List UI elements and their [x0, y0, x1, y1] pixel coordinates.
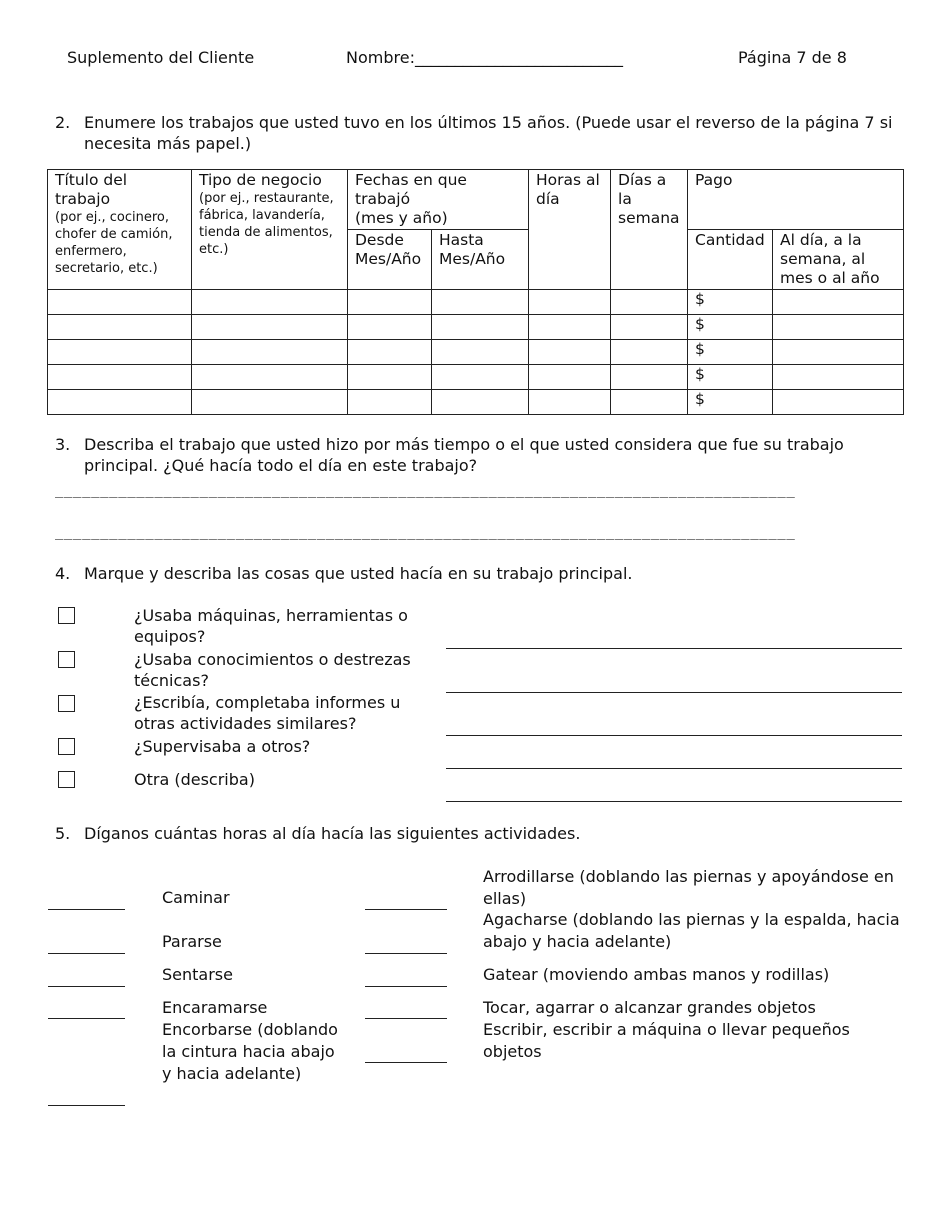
cell-days[interactable]: [611, 340, 688, 365]
cell-business-type[interactable]: [192, 390, 348, 415]
q4-item-other: Otra (describa): [134, 770, 255, 789]
cell-pay-period[interactable]: [773, 315, 904, 340]
cell-from[interactable]: [348, 340, 432, 365]
cell-job-title[interactable]: [48, 390, 192, 415]
hours-blank-kneel[interactable]: [365, 909, 447, 910]
activity-walk: Caminar: [162, 888, 230, 907]
col-job-title: Título del trabajo (por ej., cocinero, chofer de camión, enfermero, secretario, etc.): [48, 170, 192, 290]
q3-text: Describa el trabajo que usted hizo por más tiempo o el que usted considera que fue su trabajo principal. ¿Qué hacía todo el día en este trabajo?: [84, 435, 844, 475]
cell-hours[interactable]: [529, 390, 611, 415]
col-pay: Pago: [688, 170, 904, 230]
q4-number: 4.: [55, 564, 71, 583]
q4-answer-line-5[interactable]: [446, 801, 902, 802]
col-dates: Fechas en que trabajó (mes y año): [348, 170, 529, 230]
cell-pay-period[interactable]: [773, 340, 904, 365]
cell-from[interactable]: [348, 290, 432, 315]
col-amount: Cantidad: [688, 230, 773, 290]
cell-amount[interactable]: $: [688, 340, 773, 365]
jobs-table: [47, 169, 904, 415]
cell-job-title[interactable]: [48, 365, 192, 390]
checkbox-supervise[interactable]: [58, 738, 75, 755]
activity-stand: Pararse: [162, 932, 222, 951]
cell-hours[interactable]: [529, 315, 611, 340]
cell-days[interactable]: [611, 390, 688, 415]
table-row: [48, 365, 904, 390]
cell-from[interactable]: [348, 390, 432, 415]
activity-crouch: Agacharse (doblando las piernas y la espalda, hacia abajo y hacia adelante): [483, 910, 900, 951]
cell-pay-period[interactable]: [773, 290, 904, 315]
q5-text: Díganos cuántas horas al día hacía las siguientes actividades.: [84, 824, 581, 843]
q3-answer-line-1[interactable]: __________________________________________________________________________________: [55, 482, 796, 498]
q5-number: 5.: [55, 824, 71, 843]
hours-blank-bend[interactable]: [48, 1105, 125, 1106]
col-pay-period: Al día, a la semana, al mes o al año: [773, 230, 904, 290]
table-row: [48, 390, 904, 415]
col-days: Días a la semana: [611, 170, 688, 290]
q2-text: Enumere los trabajos que usted tuvo en los últimos 15 años. (Puede usar el reverso de la página 7 si necesita más papel.): [84, 113, 893, 153]
cell-days[interactable]: [611, 365, 688, 390]
cell-job-title[interactable]: [48, 340, 192, 365]
hours-blank-crawl[interactable]: [365, 986, 447, 987]
hours-blank-crouch[interactable]: [365, 953, 447, 954]
cell-days[interactable]: [611, 290, 688, 315]
cell-business-type[interactable]: [192, 290, 348, 315]
cell-pay-period[interactable]: [773, 365, 904, 390]
activity-kneel: Arrodillarse (doblando las piernas y apoyándose en ellas): [483, 867, 894, 908]
cell-from[interactable]: [348, 365, 432, 390]
hours-blank-walk[interactable]: [48, 909, 125, 910]
cell-business-type[interactable]: [192, 340, 348, 365]
cell-to[interactable]: [432, 390, 529, 415]
activity-write: Escribir, escribir a máquina o llevar pequeños objetos: [483, 1020, 850, 1061]
q4-answer-line-2[interactable]: [446, 692, 902, 693]
q4-answer-line-4[interactable]: [446, 768, 902, 769]
activity-crawl: Gatear (moviendo ambas manos y rodillas): [483, 965, 830, 984]
cell-amount[interactable]: $: [688, 290, 773, 315]
cell-to[interactable]: [432, 315, 529, 340]
q4-item-technical: ¿Usaba conocimientos o destrezas técnicas?: [134, 650, 411, 690]
name-field[interactable]: Nombre:__________________________: [346, 48, 623, 67]
q4-answer-line-1[interactable]: [446, 648, 902, 649]
hours-blank-stand[interactable]: [48, 953, 125, 954]
cell-amount[interactable]: $: [688, 315, 773, 340]
table-row: [48, 290, 904, 315]
activity-sit: Sentarse: [162, 965, 233, 984]
activity-climb: Encaramarse: [162, 998, 268, 1017]
q3-answer-line-2[interactable]: __________________________________________________________________________________: [55, 524, 796, 540]
q4-item-reports: ¿Escribía, completaba informes u otras actividades similares?: [134, 693, 401, 733]
cell-hours[interactable]: [529, 290, 611, 315]
cell-pay-period[interactable]: [773, 390, 904, 415]
cell-amount[interactable]: $: [688, 365, 773, 390]
col-from: Desde Mes/Año: [348, 230, 432, 290]
table-row: [48, 315, 904, 340]
hours-blank-climb[interactable]: [48, 1018, 125, 1019]
activity-reach: Tocar, agarrar o alcanzar grandes objetos: [483, 998, 816, 1017]
cell-business-type[interactable]: [192, 315, 348, 340]
activity-bend: Encorbarse (doblando la cintura hacia abajo y hacia adelante): [162, 1020, 338, 1083]
cell-from[interactable]: [348, 315, 432, 340]
cell-hours[interactable]: [529, 340, 611, 365]
table-row: [48, 340, 904, 365]
col-to: Hasta Mes/Año: [432, 230, 529, 290]
page-number: Página 7 de 8: [738, 48, 847, 67]
hours-blank-sit[interactable]: [48, 986, 125, 987]
hours-blank-write[interactable]: [365, 1062, 447, 1063]
q3-number: 3.: [55, 435, 71, 454]
cell-to[interactable]: [432, 340, 529, 365]
q4-item-supervise: ¿Supervisaba a otros?: [134, 737, 311, 756]
cell-to[interactable]: [432, 365, 529, 390]
cell-job-title[interactable]: [48, 290, 192, 315]
checkbox-technical[interactable]: [58, 651, 75, 668]
q4-answer-line-3[interactable]: [446, 735, 902, 736]
cell-amount[interactable]: $: [688, 390, 773, 415]
col-hours: Horas al día: [529, 170, 611, 290]
col-business-type: Tipo de negocio (por ej., restaurante, fábrica, lavandería, tienda de alimentos, etc.): [192, 170, 348, 290]
header-title: Suplemento del Cliente: [67, 48, 255, 67]
cell-business-type[interactable]: [192, 365, 348, 390]
cell-job-title[interactable]: [48, 315, 192, 340]
hours-blank-reach[interactable]: [365, 1018, 447, 1019]
cell-hours[interactable]: [529, 365, 611, 390]
q2-number: 2.: [55, 113, 71, 132]
checkbox-machines[interactable]: [58, 607, 75, 624]
q4-text: Marque y describa las cosas que usted hacía en su trabajo principal.: [84, 564, 633, 583]
q4-item-machines: ¿Usaba máquinas, herramientas o equipos?: [134, 606, 408, 646]
cell-days[interactable]: [611, 315, 688, 340]
cell-to[interactable]: [432, 290, 529, 315]
checkbox-other[interactable]: [58, 771, 75, 788]
checkbox-reports[interactable]: [58, 695, 75, 712]
